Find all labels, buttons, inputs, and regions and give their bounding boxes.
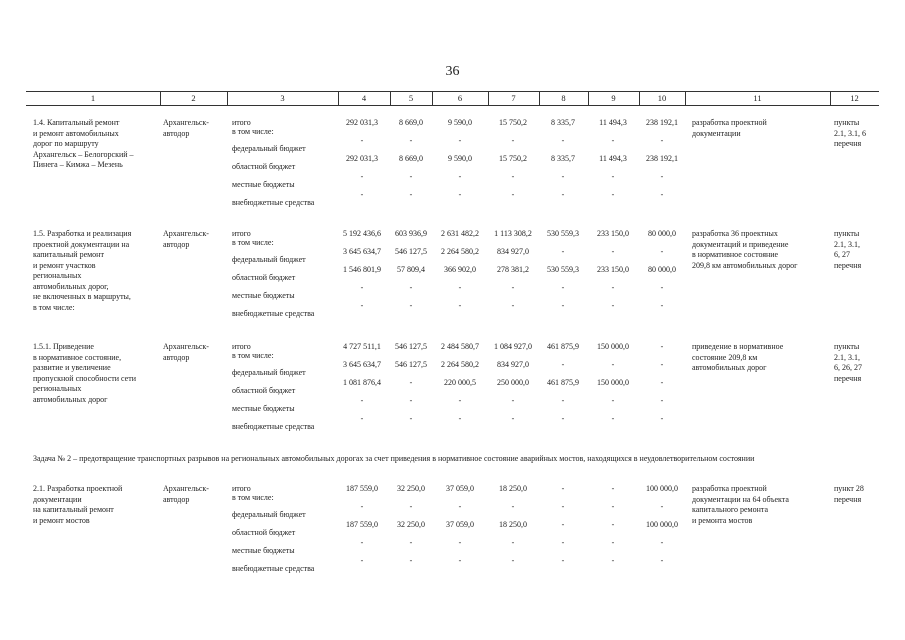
value-cell: -	[511, 502, 515, 511]
value-cell: -	[511, 538, 515, 547]
page-number: 36	[445, 64, 460, 79]
value-cell: -	[360, 556, 364, 565]
row-label: итого	[232, 229, 251, 238]
result-text: разработка 36 проектных документаций и приведение в нормативное состояние 209,8 км автомобильных дорог	[692, 229, 798, 270]
row-label: в том числе:	[232, 238, 274, 247]
value-cell: -	[660, 360, 664, 369]
value-cell: -	[561, 301, 565, 310]
value-cell: -	[660, 136, 664, 145]
points-text: пункты 2.1, 3.1, 6, 27 перечня	[834, 229, 862, 270]
value-cell: 366 902,0	[444, 265, 476, 274]
value-cell: 292 031,3	[346, 154, 378, 163]
value-cell: -	[511, 136, 515, 145]
row-label: в том числе:	[232, 351, 274, 360]
value-cell: 3 645 634,7	[343, 247, 381, 256]
value-cell: -	[360, 283, 364, 292]
section-name: 1.4. Капитальный ремонт и ремонт автомобильных дорог по маршруту Архангельск – Белогорский – Пинега – Кимжа – Мезень	[33, 118, 134, 169]
value-cell: -	[458, 556, 462, 565]
row-label: внебюджетные средства	[232, 422, 315, 431]
value-cell: -	[561, 556, 565, 565]
header-divider	[685, 92, 686, 105]
value-cell: 15 750,2	[499, 118, 527, 127]
header-divider	[539, 92, 540, 105]
value-cell: -	[660, 502, 664, 511]
value-cell: -	[458, 283, 462, 292]
value-cell: -	[409, 190, 413, 199]
value-cell: -	[511, 301, 515, 310]
value-cell: -	[561, 484, 565, 493]
value-cell: 1 084 927,0	[494, 342, 532, 351]
value-cell: -	[611, 301, 615, 310]
value-cell: -	[561, 414, 565, 423]
value-cell: 9 590,0	[448, 154, 472, 163]
value-cell: -	[611, 520, 615, 529]
value-cell: -	[458, 538, 462, 547]
row-label: местные бюджеты	[232, 180, 295, 189]
value-cell: -	[660, 190, 664, 199]
header-divider	[588, 92, 589, 105]
value-cell: -	[458, 136, 462, 145]
value-cell: 18 250,0	[499, 520, 527, 529]
value-cell: -	[660, 538, 664, 547]
value-cell: 278 381,2	[497, 265, 529, 274]
value-cell: 32 250,0	[397, 520, 425, 529]
value-cell: 187 559,0	[346, 484, 378, 493]
value-cell: -	[611, 136, 615, 145]
value-cell: -	[409, 283, 413, 292]
value-cell: 1 113 308,2	[494, 229, 532, 238]
value-cell: -	[660, 247, 664, 256]
row-label: итого	[232, 342, 251, 351]
value-cell: -	[511, 283, 515, 292]
value-cell: 292 031,3	[346, 118, 378, 127]
value-cell: 11 494,3	[599, 154, 627, 163]
header-col-5: 5	[408, 93, 414, 103]
value-cell: 603 936,9	[395, 229, 427, 238]
value-cell: -	[409, 378, 413, 387]
value-cell: -	[360, 172, 364, 181]
value-cell: 11 494,3	[599, 118, 627, 127]
header-divider	[830, 92, 831, 105]
value-cell: 2 631 482,2	[441, 229, 479, 238]
header-col-4: 4	[361, 93, 367, 103]
value-cell: 220 000,5	[444, 378, 476, 387]
value-cell: -	[511, 414, 515, 423]
header-col-1: 1	[90, 93, 96, 103]
value-cell: 8 335,7	[551, 118, 575, 127]
value-cell: 32 250,0	[397, 484, 425, 493]
executor: Архангельск- автодор	[163, 484, 209, 504]
value-cell: -	[360, 301, 364, 310]
value-cell: -	[561, 283, 565, 292]
row-label: местные бюджеты	[232, 291, 295, 300]
value-cell: -	[409, 136, 413, 145]
value-cell: -	[611, 396, 615, 405]
value-cell: 57 809,4	[397, 265, 425, 274]
value-cell: 250 000,0	[497, 378, 529, 387]
value-cell: 233 150,0	[597, 229, 629, 238]
points-text: пункты 2.1, 3.1, 6 перечня	[834, 118, 866, 148]
section-name: 1.5. Разработка и реализация проектной документации на капитальный ремонт и ремонт участков региональных автомобильных дорог, не включенных в маршруты, в том числе:	[33, 229, 132, 312]
value-cell: -	[660, 342, 664, 351]
row-label: внебюджетные средства	[232, 564, 315, 573]
header-col-11: 11	[753, 93, 762, 103]
value-cell: 834 927,0	[497, 247, 529, 256]
value-cell: -	[360, 538, 364, 547]
value-cell: 530 559,3	[547, 229, 579, 238]
value-cell: 834 927,0	[497, 360, 529, 369]
row-label: федеральный бюджет	[232, 510, 306, 519]
value-cell: -	[561, 520, 565, 529]
header-divider	[338, 92, 339, 105]
points-text: пункт 28 перечня	[834, 484, 864, 504]
value-cell: -	[611, 556, 615, 565]
header-col-10: 10	[657, 93, 667, 103]
header-divider	[488, 92, 489, 105]
value-cell: 100 000,0	[646, 484, 678, 493]
value-cell: 1 546 801,9	[343, 265, 381, 274]
result-text: приведение в нормативное состояние 209,8 км автомобильных дорог	[692, 342, 784, 372]
value-cell: -	[409, 301, 413, 310]
value-cell: 233 150,0	[597, 265, 629, 274]
value-cell: -	[561, 136, 565, 145]
value-cell: -	[611, 247, 615, 256]
header-col-6: 6	[457, 93, 463, 103]
header-col-2: 2	[191, 93, 196, 103]
value-cell: -	[561, 172, 565, 181]
value-cell: 8 335,7	[551, 154, 575, 163]
value-cell: 546 127,5	[395, 360, 427, 369]
value-cell: -	[360, 136, 364, 145]
value-cell: 530 559,3	[547, 265, 579, 274]
value-cell: -	[360, 190, 364, 199]
row-label: внебюджетные средства	[232, 198, 315, 207]
value-cell: 4 727 511,1	[343, 342, 381, 351]
header-divider	[160, 92, 161, 105]
value-cell: -	[360, 502, 364, 511]
value-cell: -	[458, 502, 462, 511]
row-label: местные бюджеты	[232, 404, 295, 413]
row-label: местные бюджеты	[232, 546, 295, 555]
task-heading: Задача № 2 – предотвращение транспортных разрывов на региональных автомобильных дорогах за счет приведения в нормативное состояние аварийных мостов, находящихся в неудовлетворительном состоянии	[33, 454, 755, 463]
value-cell: 8 669,0	[399, 118, 423, 127]
value-cell: -	[511, 556, 515, 565]
value-cell: -	[511, 396, 515, 405]
value-cell: 3 645 634,7	[343, 360, 381, 369]
row-label: в том числе:	[232, 127, 274, 136]
value-cell: 187 559,0	[346, 520, 378, 529]
row-label: итого	[232, 118, 251, 127]
value-cell: 2 264 580,2	[441, 247, 479, 256]
row-label: в том числе:	[232, 493, 274, 502]
value-cell: 5 192 436,6	[343, 229, 381, 238]
row-label: областной бюджет	[232, 162, 296, 171]
header-col-3: 3	[280, 93, 285, 103]
value-cell: 80 000,0	[648, 265, 676, 274]
row-label: федеральный бюджет	[232, 255, 306, 264]
executor: Архангельск- автодор	[163, 118, 209, 138]
value-cell: 546 127,5	[395, 247, 427, 256]
value-cell: -	[561, 538, 565, 547]
value-cell: -	[458, 190, 462, 199]
section-name: 1.5.1. Приведение в нормативное состояние, развитие и увеличение пропускной способности сети региональных автомобильных дорог	[33, 342, 136, 404]
value-cell: -	[561, 247, 565, 256]
value-cell: -	[458, 414, 462, 423]
value-cell: 238 192,1	[646, 118, 678, 127]
header-col-8: 8	[561, 93, 566, 103]
row-label: федеральный бюджет	[232, 144, 306, 153]
row-label: федеральный бюджет	[232, 368, 306, 377]
value-cell: 15 750,2	[499, 154, 527, 163]
value-cell: -	[611, 360, 615, 369]
value-cell: -	[611, 484, 615, 493]
executor: Архангельск- автодор	[163, 342, 209, 362]
value-cell: -	[561, 502, 565, 511]
result-text: разработка проектной документации на 64 объекта капитального ремонта и ремонта мостов	[692, 484, 789, 525]
value-cell: -	[511, 190, 515, 199]
value-cell: -	[660, 283, 664, 292]
value-cell: 150 000,0	[597, 342, 629, 351]
header-divider	[639, 92, 640, 105]
row-label: итого	[232, 484, 251, 493]
header-divider	[390, 92, 391, 105]
value-cell: -	[611, 283, 615, 292]
value-cell: -	[360, 396, 364, 405]
value-cell: -	[409, 396, 413, 405]
row-label: областной бюджет	[232, 386, 296, 395]
value-cell: -	[660, 414, 664, 423]
value-cell: 461 875,9	[547, 342, 579, 351]
value-cell: 37 059,0	[446, 520, 474, 529]
value-cell: 238 192,1	[646, 154, 678, 163]
header-col-9: 9	[611, 93, 616, 103]
value-cell: -	[561, 360, 565, 369]
row-label: областной бюджет	[232, 528, 296, 537]
value-cell: 18 250,0	[499, 484, 527, 493]
value-cell: -	[409, 502, 413, 511]
header-divider	[227, 92, 228, 105]
value-cell: -	[611, 414, 615, 423]
value-cell: -	[660, 556, 664, 565]
value-cell: 37 059,0	[446, 484, 474, 493]
points-text: пункты 2.1, 3.1, 6, 26, 27 перечня	[834, 342, 862, 383]
value-cell: -	[660, 396, 664, 405]
section-name: 2.1. Разработка проектной документации на капитальный ремонт и ремонт мостов	[33, 484, 123, 525]
value-cell: 2 264 580,2	[441, 360, 479, 369]
result-text: разработка проектной документации	[692, 118, 767, 138]
value-cell: -	[409, 414, 413, 423]
value-cell: 461 875,9	[547, 378, 579, 387]
value-cell: -	[360, 414, 364, 423]
value-cell: 1 081 876,4	[343, 378, 381, 387]
value-cell: 100 000,0	[646, 520, 678, 529]
value-cell: 2 484 580,7	[441, 342, 479, 351]
value-cell: -	[611, 190, 615, 199]
value-cell: -	[660, 378, 664, 387]
value-cell: -	[409, 556, 413, 565]
value-cell: -	[611, 172, 615, 181]
value-cell: 150 000,0	[597, 378, 629, 387]
value-cell: -	[660, 301, 664, 310]
header-col-7: 7	[511, 93, 516, 103]
header-divider	[432, 92, 433, 105]
value-cell: -	[458, 301, 462, 310]
value-cell: 8 669,0	[399, 154, 423, 163]
row-label: областной бюджет	[232, 273, 296, 282]
value-cell: -	[458, 172, 462, 181]
value-cell: -	[561, 190, 565, 199]
value-cell: -	[611, 538, 615, 547]
value-cell: 9 590,0	[448, 118, 472, 127]
value-cell: -	[660, 172, 664, 181]
executor: Архангельск- автодор	[163, 229, 209, 249]
row-label: внебюджетные средства	[232, 309, 315, 318]
value-cell: 80 000,0	[648, 229, 676, 238]
value-cell: -	[561, 396, 565, 405]
header-col-12: 12	[850, 93, 859, 103]
value-cell: 546 127,5	[395, 342, 427, 351]
value-cell: -	[458, 396, 462, 405]
value-cell: -	[511, 172, 515, 181]
value-cell: -	[409, 538, 413, 547]
table-header	[26, 91, 879, 106]
value-cell: -	[611, 502, 615, 511]
value-cell: -	[409, 172, 413, 181]
